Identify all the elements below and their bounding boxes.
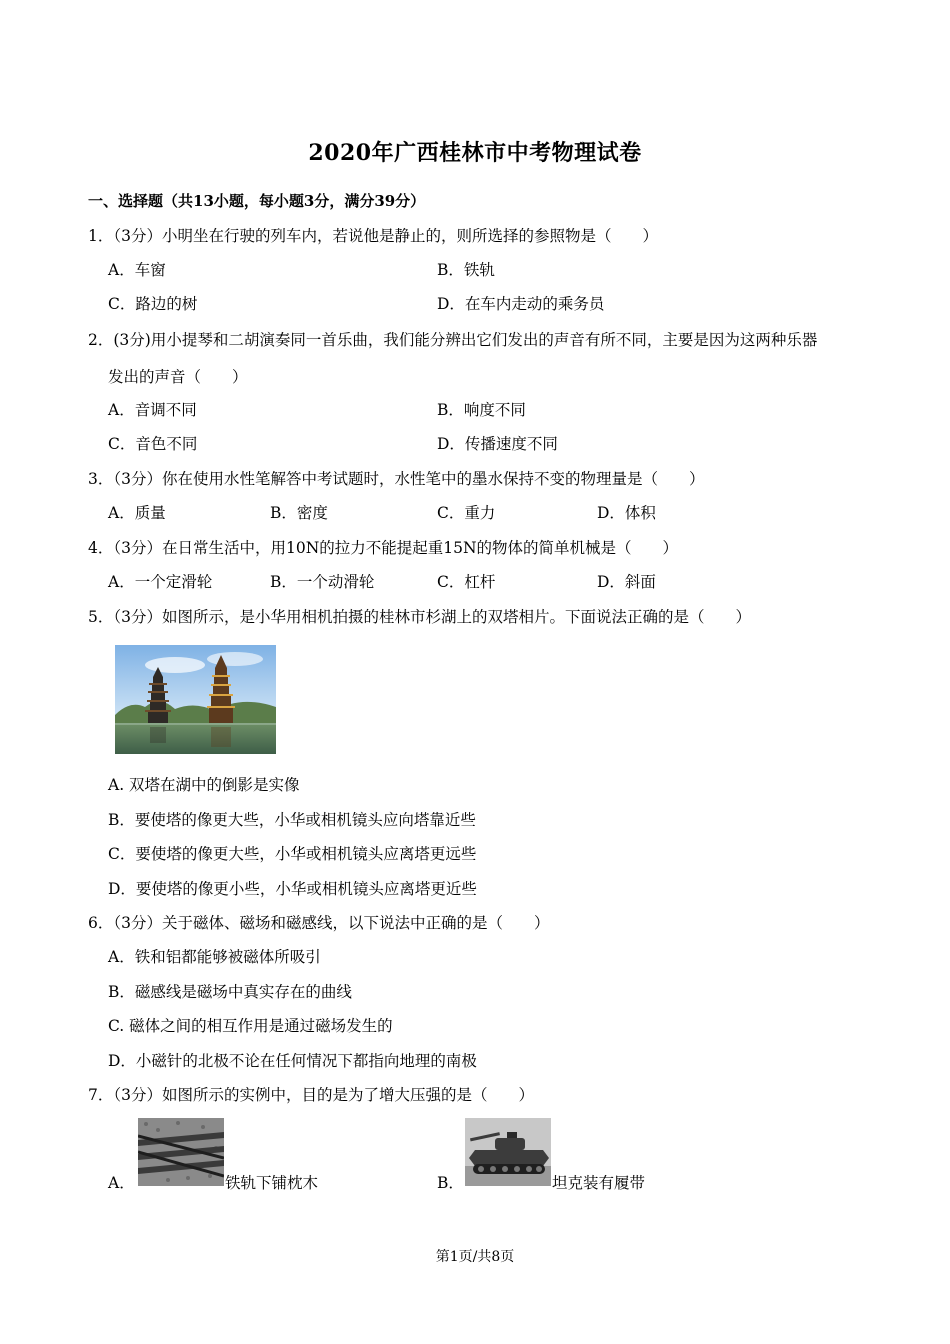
question-2-stem-continued: 发出的声音（ ） — [108, 368, 248, 386]
question-4-option-d: D．斜面 — [597, 573, 656, 591]
question-4-option-b: B．一个动滑轮 — [270, 573, 375, 591]
exam-title: 2020年广西桂林市中考物理试卷 — [308, 140, 642, 166]
question-2-option-a: A．音调不同 — [108, 401, 197, 419]
section-heading: 一、选择题（共13小题，每小题3分，满分39分） — [88, 192, 426, 210]
question-4-option-a: A．一个定滑轮 — [108, 573, 213, 591]
question-3-stem: 3．（3分）你在使用水性笔解答中考试题时，水性笔中的墨水保持不变的物理量是（ ） — [88, 470, 705, 488]
question-5-option-c: C．要使塔的像更大些，小华或相机镜头应离塔更远些 — [108, 845, 477, 863]
page-footer: 第1页/共8页 — [435, 1249, 515, 1265]
question-5-option-d: D．要使塔的像更小些，小华或相机镜头应离塔更近些 — [108, 880, 477, 898]
question-7-stem: 7．（3分）如图所示的实例中，目的是为了增大压强的是（ ） — [88, 1086, 534, 1104]
question-1-option-d: D．在车内走动的乘务员 — [437, 295, 605, 313]
question-1-option-c: C．路边的树 — [108, 295, 198, 313]
tank-photo — [465, 1118, 551, 1186]
question-7-option-b-label: B． — [437, 1174, 464, 1192]
question-3-option-b: B．密度 — [270, 504, 328, 522]
question-1-stem: 1．（3分）小明坐在行驶的列车内，若说他是静止的，则所选择的参照物是（ ） — [88, 227, 658, 245]
question-2-stem: 2．(3分)用小提琴和二胡演奏同一首乐曲，我们能分辨出它们发出的声音有所不同，主要是因为这两种乐器 — [88, 331, 818, 349]
question-7-option-a-label: A． — [108, 1174, 135, 1192]
question-6-stem: 6．（3分）关于磁体、磁场和磁感线，以下说法中正确的是（ ） — [88, 914, 550, 932]
question-6-option-c: C. 磁体之间的相互作用是通过磁场发生的 — [108, 1017, 393, 1035]
question-2-option-b: B．响度不同 — [437, 401, 526, 419]
question-3-option-d: D．体积 — [597, 504, 656, 522]
twin-pagodas-photo — [115, 645, 276, 754]
question-1-option-b: B．铁轨 — [437, 261, 495, 279]
railway-sleepers-photo — [138, 1118, 224, 1186]
question-5-option-a: A. 双塔在湖中的倒影是实像 — [108, 776, 300, 794]
question-5-stem: 5．（3分）如图所示，是小华用相机拍摄的桂林市杉湖上的双塔相片。下面说法正确的是（ ） — [88, 608, 751, 626]
question-7-option-b-text: 坦克装有履带 — [552, 1174, 646, 1192]
question-4-option-c: C．杠杆 — [437, 573, 496, 591]
question-2-option-d: D．传播速度不同 — [437, 435, 558, 453]
question-7-option-a-text: 铁轨下铺枕木 — [225, 1174, 319, 1192]
question-6-option-d: D．小磁针的北极不论在任何情况下都指向地理的南极 — [108, 1052, 477, 1070]
question-5-option-b: B．要使塔的像更大些，小华或相机镜头应向塔靠近些 — [108, 811, 476, 829]
question-2-option-c: C．音色不同 — [108, 435, 198, 453]
question-3-option-c: C．重力 — [437, 504, 496, 522]
question-6-option-a: A．铁和铝都能够被磁体所吸引 — [108, 948, 321, 966]
question-3-option-a: A．质量 — [108, 504, 166, 522]
question-6-option-b: B．磁感线是磁场中真实存在的曲线 — [108, 983, 352, 1001]
question-1-option-a: A．车窗 — [108, 261, 166, 279]
question-4-stem: 4．（3分）在日常生活中，用10N的拉力不能提起重15N的物体的简单机械是（ ） — [88, 539, 679, 557]
